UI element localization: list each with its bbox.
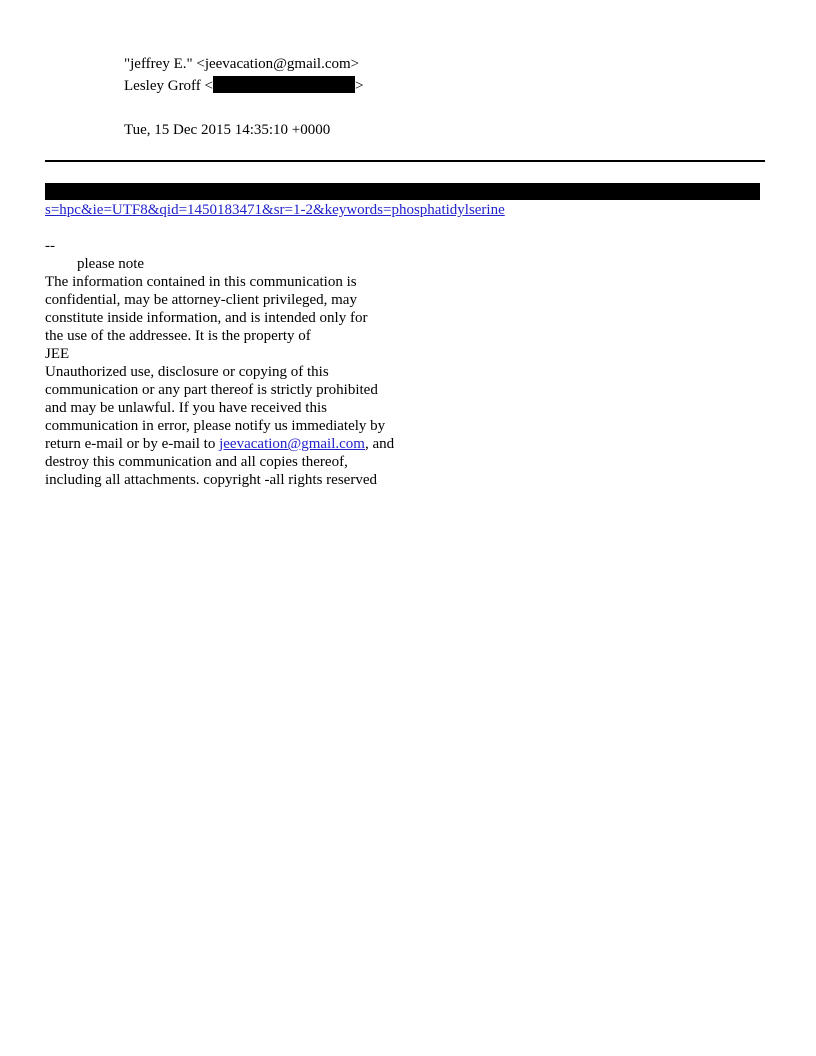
return-suffix: , and	[364, 436, 395, 452]
to-value-prefix: Lesley Groff <	[124, 78, 213, 94]
to-value	[124, 75, 363, 97]
signature-separator: --	[45, 238, 55, 254]
email-link[interactable]: jeevacation@gmail.com	[219, 436, 365, 452]
redaction-box	[213, 76, 355, 93]
body-line: JEE	[45, 346, 70, 362]
url-link[interactable]: s=hpc&ie=UTF8&qid=1450183471&sr=1-2&keywords=phosphatidylserine	[45, 202, 505, 218]
body-line: communication in error, please notify us immediately by	[45, 418, 386, 434]
date-value: Tue, 15 Dec 2015 14:35:10 +0000	[124, 122, 331, 138]
body-line: Unauthorized use, disclosure or copying of this	[45, 364, 329, 380]
from-value: "jeffrey E." <jeevacation@gmail.com>	[124, 56, 360, 72]
header-divider	[45, 160, 765, 162]
body-line: and may be unlawful. If you have received this	[45, 400, 327, 416]
body-line: destroy this communication and all copies thereof,	[45, 454, 348, 470]
to-value-suffix: >	[355, 78, 364, 94]
body-line: constitute inside information, and is intended only for	[45, 310, 368, 326]
return-email-line	[45, 435, 465, 453]
return-prefix: return e-mail or by e-mail to	[45, 436, 220, 452]
please-note-text: please note	[77, 256, 145, 272]
body-line: communication or any part thereof is strictly prohibited	[45, 382, 378, 398]
body-line: confidential, may be attorney-client privileged, may	[45, 292, 357, 308]
body-line: including all attachments. copyright -all rights reserved	[45, 472, 377, 488]
body-line: The information contained in this communication is	[45, 274, 357, 290]
email-body	[45, 237, 465, 489]
body-line: the use of the addressee. It is the property of	[45, 328, 311, 344]
redaction-bar	[45, 183, 760, 200]
